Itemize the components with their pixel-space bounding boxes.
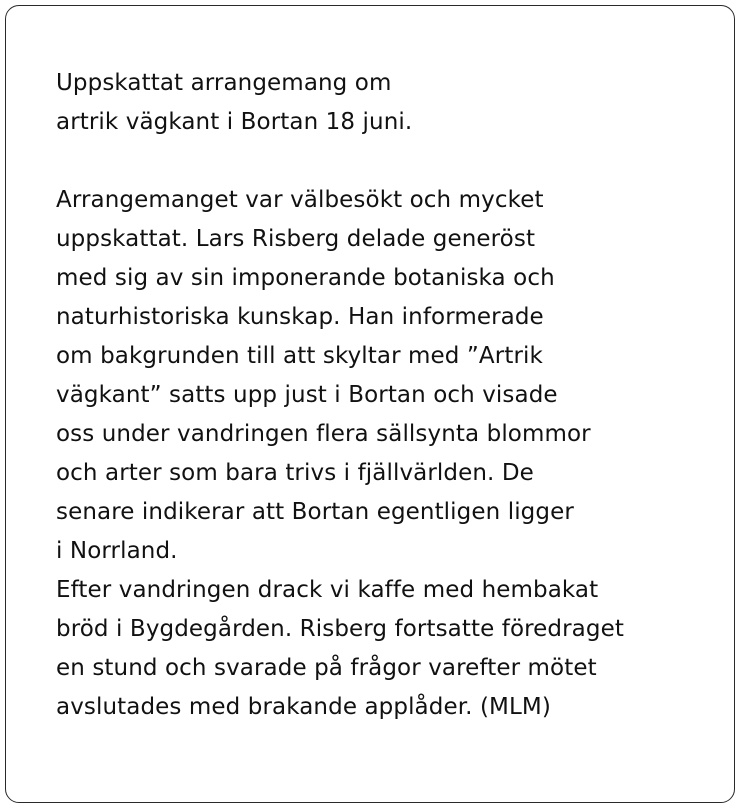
paragraph-1 [56, 181, 716, 571]
heading-line: artrik vägkant i Bortan 18 juni. [56, 109, 413, 135]
text-line: och arter som bara trivs i fjällvärlden. De [56, 460, 534, 486]
text-line: oss under vandringen flera sällsynta blommor [56, 421, 591, 447]
text-line: vägkant” satts upp just i Bortan och visade [56, 382, 558, 408]
text-line: Arrangemanget var välbesökt och mycket [56, 187, 544, 213]
article-heading [56, 64, 716, 142]
paragraph-2 [56, 571, 716, 727]
text-line: uppskattat. Lars Risberg delade generöst [56, 226, 536, 252]
text-line: avslutades med brakande applåder. (MLM) [56, 694, 551, 720]
text-line: i Norrland. [56, 538, 178, 564]
text-line: naturhistoriska kunskap. Han informerade [56, 304, 544, 330]
text-line: bröd i Bygdegården. Risberg fortsatte föredraget [56, 616, 624, 642]
paragraph-spacer [56, 142, 716, 181]
text-line: Efter vandringen drack vi kaffe med hembakat [56, 577, 599, 603]
heading-line: Uppskattat arrangemang om [56, 70, 392, 96]
text-line: en stund och svarade på frågor varefter mötet [56, 655, 597, 681]
text-line: senare indikerar att Bortan egentligen ligger [56, 499, 574, 525]
article-card [5, 5, 735, 803]
text-line: med sig av sin imponerande botaniska och [56, 265, 555, 291]
text-line: om bakgrunden till att skyltar med ”Artrik [56, 343, 543, 369]
article-body [56, 64, 716, 727]
